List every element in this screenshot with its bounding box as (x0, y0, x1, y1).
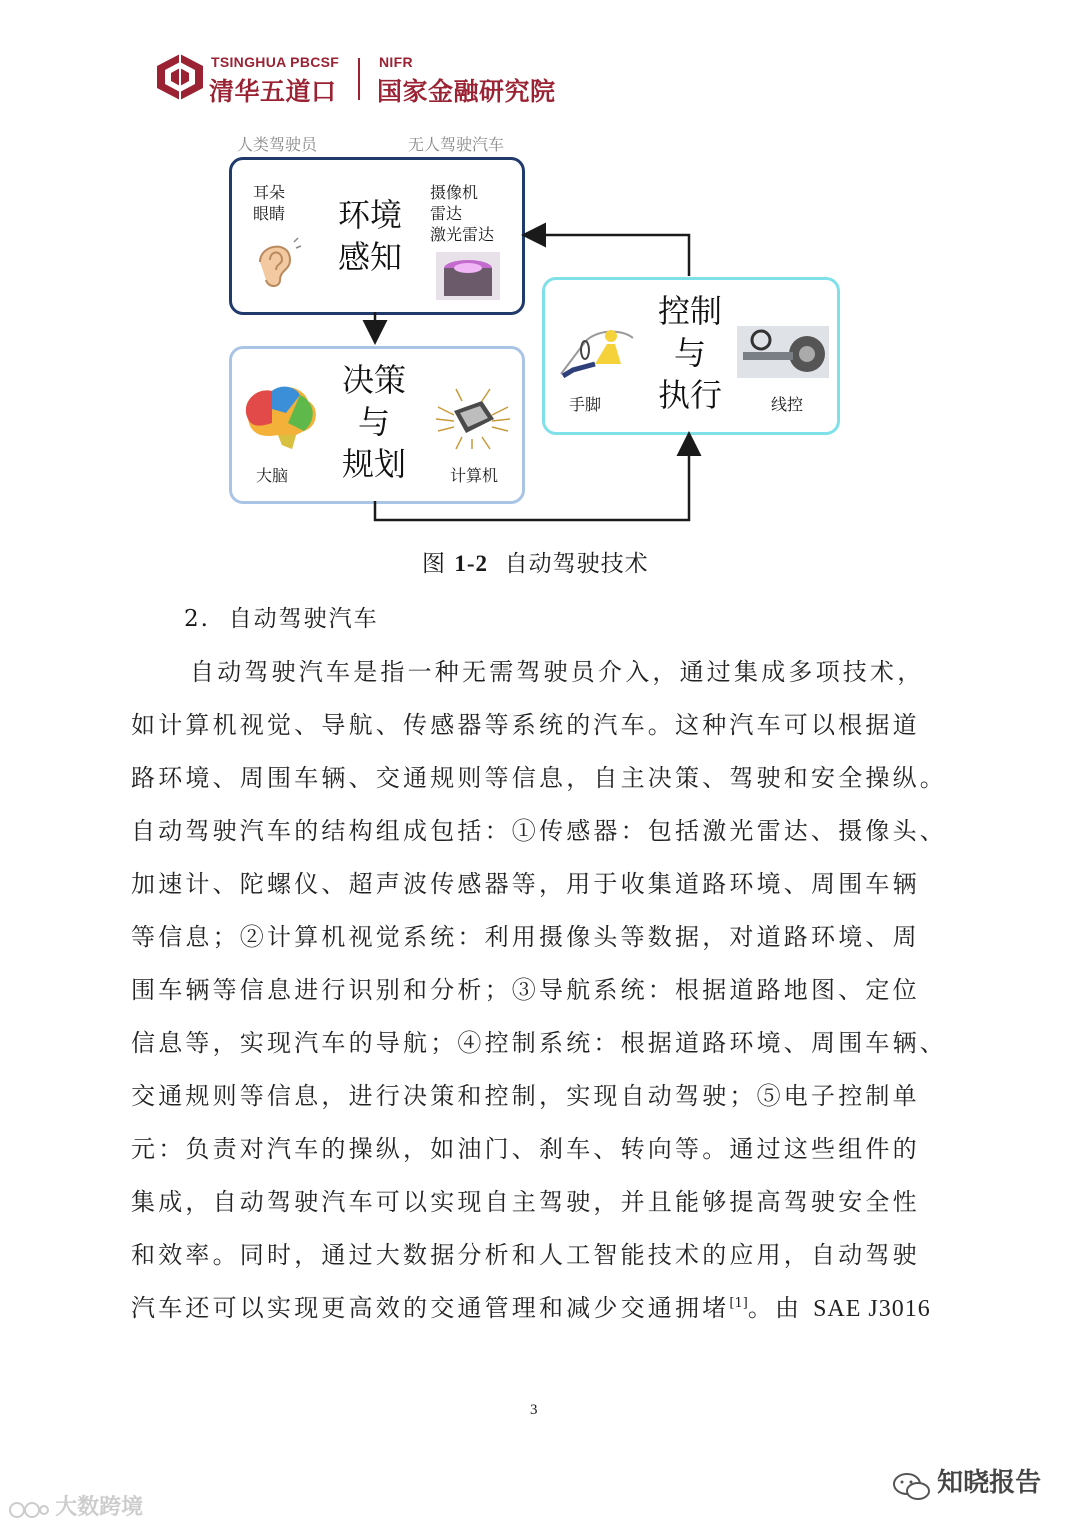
logo-chinese: 清华五道口 (209, 77, 337, 106)
paragraph-line: 集成，自动驾驶汽车可以实现自主驾驶，并且能够提高驾驶安全性 (131, 1188, 920, 1216)
paragraph-line: 如计算机视觉、导航、传感器等系统的汽车。这种汽车可以根据道 (131, 711, 920, 739)
paragraph-line: 路环境、周围车辆、交通规则等信息，自主决策、驾驶和安全操纵。 (131, 764, 947, 792)
wechat-icon (892, 1471, 932, 1503)
env-right-label: 激光雷达 (430, 225, 495, 244)
watermark-text: 知晓报告 (937, 1468, 1042, 1498)
decision-title: 与 (357, 403, 390, 441)
watermark-logo-icon (8, 1497, 50, 1523)
arrow-control-to-env (526, 235, 689, 276)
control-title: 执行 (657, 376, 722, 414)
paragraph-line: 自动驾驶汽车的结构组成包括：①传感器：包括激光雷达、摄像头、 (131, 817, 947, 845)
nifr-chinese: 国家金融研究院 (377, 77, 556, 106)
decision-title: 决策 (341, 361, 406, 399)
control-right-label: 线控 (771, 395, 804, 414)
paragraph-line: 信息等，实现汽车的导航；④控制系统：根据道路环境、周围车辆、 (131, 1029, 947, 1057)
paragraph-line-last: 汽车还可以实现更高效的交通管理和减少交通拥堵[1]。由 SAE J3016 (131, 1294, 931, 1322)
decision-left-label: 大脑 (256, 466, 289, 485)
paragraph-line: 元：负责对汽车的操纵，如油门、刹车、转向等。通过这些组件的 (131, 1135, 920, 1163)
paragraph-line: 围车辆等信息进行识别和分析；③导航系统：根据道路地图、定位 (131, 976, 920, 1004)
figure-caption: 图 1-2 自动驾驶技术 (422, 551, 649, 577)
decision-title: 规划 (341, 445, 406, 483)
env-left-label: 耳朵 (253, 183, 286, 202)
env-right-label: 雷达 (430, 204, 463, 223)
env-title: 环境 (337, 196, 402, 234)
sae-standard: SAE J3016 (813, 1296, 931, 1322)
control-left-label: 手脚 (569, 395, 602, 414)
watermark-left (8, 1490, 143, 1523)
nifr-english: NIFR (379, 54, 413, 70)
section-heading: 2. 自动驾驶汽车 (184, 606, 379, 632)
watermark-left-text: 大数跨境 (55, 1495, 144, 1520)
env-left-label: 眼睛 (253, 204, 286, 223)
paragraph-line: 等信息；②计算机视觉系统：利用摄像头等数据，对道路环境、周 (131, 923, 920, 951)
decision-right-label: 计算机 (450, 466, 499, 485)
figure-number: 1-2 (454, 551, 488, 576)
env-title: 感知 (337, 238, 402, 276)
env-right-label: 摄像机 (430, 183, 479, 202)
watermark-right (892, 1462, 1041, 1503)
diagram-arrows (0, 0, 1080, 540)
column-label-human: 人类驾驶员 (237, 135, 318, 154)
control-title: 与 (673, 334, 706, 372)
page-number: 3 (530, 1402, 538, 1418)
citation-ref[interactable]: [1] (729, 1296, 748, 1311)
control-title: 控制 (657, 292, 722, 330)
figure-title: 自动驾驶技术 (504, 551, 649, 577)
arrow-decision-to-control (375, 436, 689, 520)
paragraph-line: 交通规则等信息，进行决策和控制，实现自动驾驶；⑤电子控制单 (131, 1082, 920, 1110)
paragraph-line: 自动驾驶汽车是指一种无需驾驶员介入，通过集成多项技术， (190, 658, 925, 686)
paragraph-line: 和效率。同时，通过大数据分析和人工智能技术的应用，自动驾驶 (131, 1241, 920, 1269)
column-label-autonomous: 无人驾驶汽车 (408, 135, 505, 154)
logo-english: TSINGHUA PBCSF (211, 54, 340, 70)
paragraph-line: 加速计、陀螺仪、超声波传感器等，用于收集道路环境、周围车辆 (131, 870, 920, 898)
